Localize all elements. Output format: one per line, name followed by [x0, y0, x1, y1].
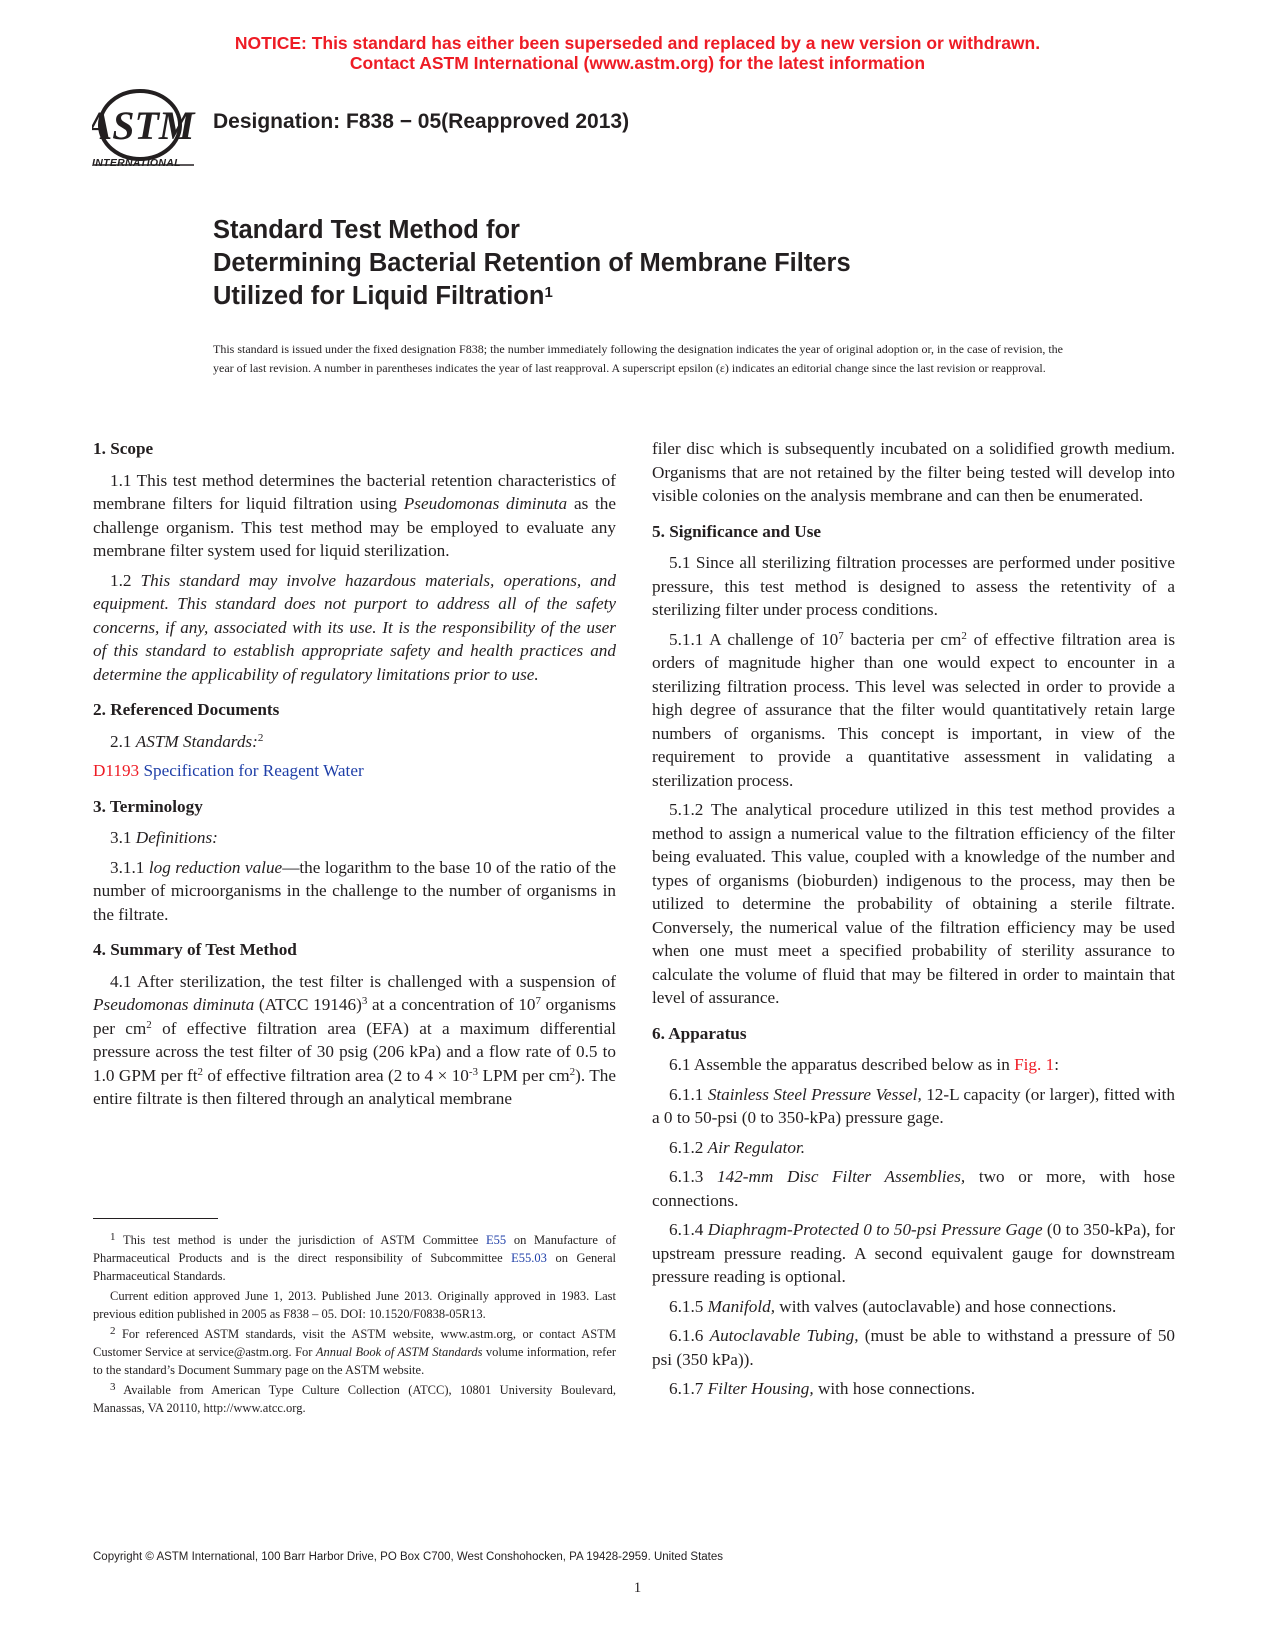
section-heading-apparatus: 6. Apparatus: [652, 1023, 747, 1043]
paragraph-4-1-continued: filer disc which is subsequently incubated on a solidified growth medium. Organisms that are not retained by the filter being tested will develop into visible colonies on the analysis membrane and can then be enumerated.: [652, 439, 1175, 505]
section-heading-referenced-documents: 2. Referenced Documents: [93, 700, 280, 719]
section-heading-terminology: 3. Terminology: [93, 796, 203, 816]
footnotes: [93, 1231, 616, 1419]
section-heading-scope: 1. Scope: [93, 439, 154, 458]
paragraph-3-1: 3.1 Definitions:: [110, 828, 218, 847]
issuance-note: This standard is issued under the fixed designation F838; the number immediately following the designation indicates the year of original adoption or, in the case of revision, the year of last revision. A number in parentheses indicates the year of last reapproval. A superscript epsilon (ε) indicates an editorial change since the last revision or reapproval.: [213, 342, 1063, 375]
title-footnote-ref[interactable]: 1: [544, 284, 553, 301]
paragraph-2-1: 2.1 ASTM Standards:$^2$: [110, 731, 264, 751]
paragraph-5-1-2: 5.1.2 The analytical procedure utilized in this test method provides a method to assign a numerical value to the filtration efficiency of the filter being evaluated. This value, coupled with a knowledge of the number and types of organisms (bioburden) indigenous to the process, may then be utilized to determine the probability of obtaining a sterile filtrate. Conversely, the numerical value of the filtration efficiency may be used when one must meet a specified probability of sterility assurance to calculate the volume of fluid that may be filtered in order to maintain that level of assurance.: [652, 800, 1175, 1007]
paragraph-6-1-1: 6.1.1 Stainless Steel Pressure Vessel, 12-L capacity (or larger), fitted with a 0 to 50-psi (0 to 350-kPa) pressure gage.: [652, 1084, 1176, 1127]
right-column: [652, 437, 1175, 1407]
astm-logo: [92, 87, 202, 177]
footnote-2: $^2$ For referenced ASTM standards, visit the ASTM website, www.astm.org, or contact ASTM Customer Service at service@astm.org. For Annual Book of ASTM Standards volume information, refer to the standard’s Document Summary page on the ASTM website.: [93, 1325, 617, 1377]
page-number: 1: [633, 1580, 642, 1596]
paragraph-6-1-5: 6.1.5 Manifold, with valves (autoclavable) and hose connections.: [669, 1296, 1117, 1316]
left-column: [93, 437, 616, 1117]
paragraph-1-1: 1.1 This test method determines the bacterial retention characteristics of membrane filters for liquid filtration using Pseudomonas diminuta as the challenge organism. This test method may be employed to evaluate any membrane filter system used for liquid sterilization.: [93, 470, 617, 560]
paragraph-6-1-7: 6.1.7 Filter Housing, with hose connections.: [669, 1379, 976, 1398]
paragraph-6-1: 6.1 Assemble the apparatus described below as in Fig. 1:: [669, 1055, 1059, 1074]
paragraph-1-2: 1.2 This standard may involve hazardous materials, operations, and equipment. This standard does not purport to address all of the safety concerns, if any, associated with its use. It is the responsibility of the user of this standard to establish appropriate safety and health practices and determine the applicability of regulatory limitations prior to use.: [93, 570, 616, 684]
title-line-1: Standard Test Method for: [213, 216, 520, 244]
section-heading-significance: 5. Significance and Use: [652, 521, 822, 541]
reference-code-link[interactable]: D1193: [93, 761, 140, 780]
paragraph-3-1-1: 3.1.1 log reduction value—the logarithm to the base 10 of the ratio of the number of microorganisms in the challenge to the number of organisms in the filtrate.: [93, 857, 617, 924]
title-line-3: [213, 280, 851, 313]
footnote-divider: [93, 1218, 218, 1219]
paragraph-6-1-3: 6.1.3 142-mm Disc Filter Assemblies, two or more, with hose connections.: [652, 1167, 1176, 1210]
paragraph-4-1: 4.1 After sterilization, the test filter is challenged with a suspension of Pseudomonas diminuta (ATCC 19146)$^3$ at a concentration of $10^7$ organisms per $cm^2$ of effective filtration area (EFA) at a maximum differential pressure across the test filter of 30 psig (206 kPa) and a flow rate of 0.5 to 1.0 GPM per $ft^2$ of effective filtration area (2 to $4 \times 10^{-3}$ LPM per $cm^2$). The entire filtrate is then filtered through an analytical membrane: [93, 971, 617, 1108]
paragraph-5-1: 5.1 Since all sterilizing filtration processes are performed under positive pressure, this test method is designed to assess the retentivity of a sterilizing filter under process conditions.: [652, 553, 1175, 619]
document-title: [213, 214, 851, 313]
paragraph-6-1-2: 6.1.2 Air Regulator.: [669, 1137, 806, 1157]
footnote-3: $^3$ Available from American Type Culture Collection (ATCC), 10801 University Boulevard, Manassas, VA 20110, http://www.atcc.org.: [93, 1381, 616, 1415]
notice-line-1: NOTICE: This standard has either been superseded and replaced by a new version or withdrawn.: [234, 33, 1041, 53]
section-heading-summary: 4. Summary of Test Method: [93, 940, 297, 959]
svg-text:ASTM: ASTM: [92, 103, 195, 148]
paragraph-5-1-1: 5.1.1 A challenge of $10^7$ bacteria per $cm^2$ of effective filtration area is orders of magnitude higher than one would expect to encounter in a sterilizing filtration process. This level was selected in order to provide a high degree of assurance that the filter would quantitatively retain large numbers of organisms. This concept is important, in view of the requirement to provide a quantitative assessment in validating a sterilization process.: [652, 629, 1176, 790]
subcommittee-link[interactable]: E55.03: [511, 1251, 547, 1265]
footnote-1-edition: Current edition approved June 1, 2013. Published June 2013. Originally approved in 1983. Last previous edition published in 2005 as F838 – 05. DOI: 10.1520/F0838-05R13.: [93, 1289, 616, 1321]
title-line-3-text: Utilized for Liquid Filtration: [213, 282, 545, 310]
paragraph-6-1-6: 6.1.6 Autoclavable Tubing, (must be able to withstand a pressure of 50 psi (350 kPa)).: [652, 1326, 1176, 1369]
figure-1-link[interactable]: Fig. 1: [1014, 1055, 1055, 1074]
title-line-2: Determining Bacterial Retention of Membrane Filters: [213, 249, 851, 277]
paragraph-6-1-4: 6.1.4 Diaphragm-Protected 0 to 50-psi Pressure Gage (0 to 350-kPa), for upstream pressure reading. A second equivalent gauge for downstream pressure reading is optional.: [652, 1220, 1175, 1286]
notice-line-2: Contact ASTM International (www.astm.org) for the latest information: [349, 53, 926, 73]
notice-banner: [0, 33, 1275, 73]
footnote-1: $^1$ This test method is under the jurisdiction of ASTM Committee E55 on Manufacture of Pharmaceutical Products and is the direct responsibility of Subcommittee E55.03 on General Pharmaceutical Standards.: [93, 1231, 617, 1283]
designation: Designation: F838 − 05(Reapproved 2013): [213, 110, 630, 133]
committee-link[interactable]: E55: [486, 1233, 507, 1247]
reference-d1193[interactable]: [93, 759, 616, 783]
copyright-notice: Copyright © ASTM International, 100 Barr Harbor Drive, PO Box C700, West Conshohocken, PA 19428-2959. United States: [93, 1551, 724, 1563]
logo-wordmark: INTERNATIONAL: [92, 157, 181, 169]
reference-title-link[interactable]: Specification for Reagent Water: [143, 761, 364, 780]
